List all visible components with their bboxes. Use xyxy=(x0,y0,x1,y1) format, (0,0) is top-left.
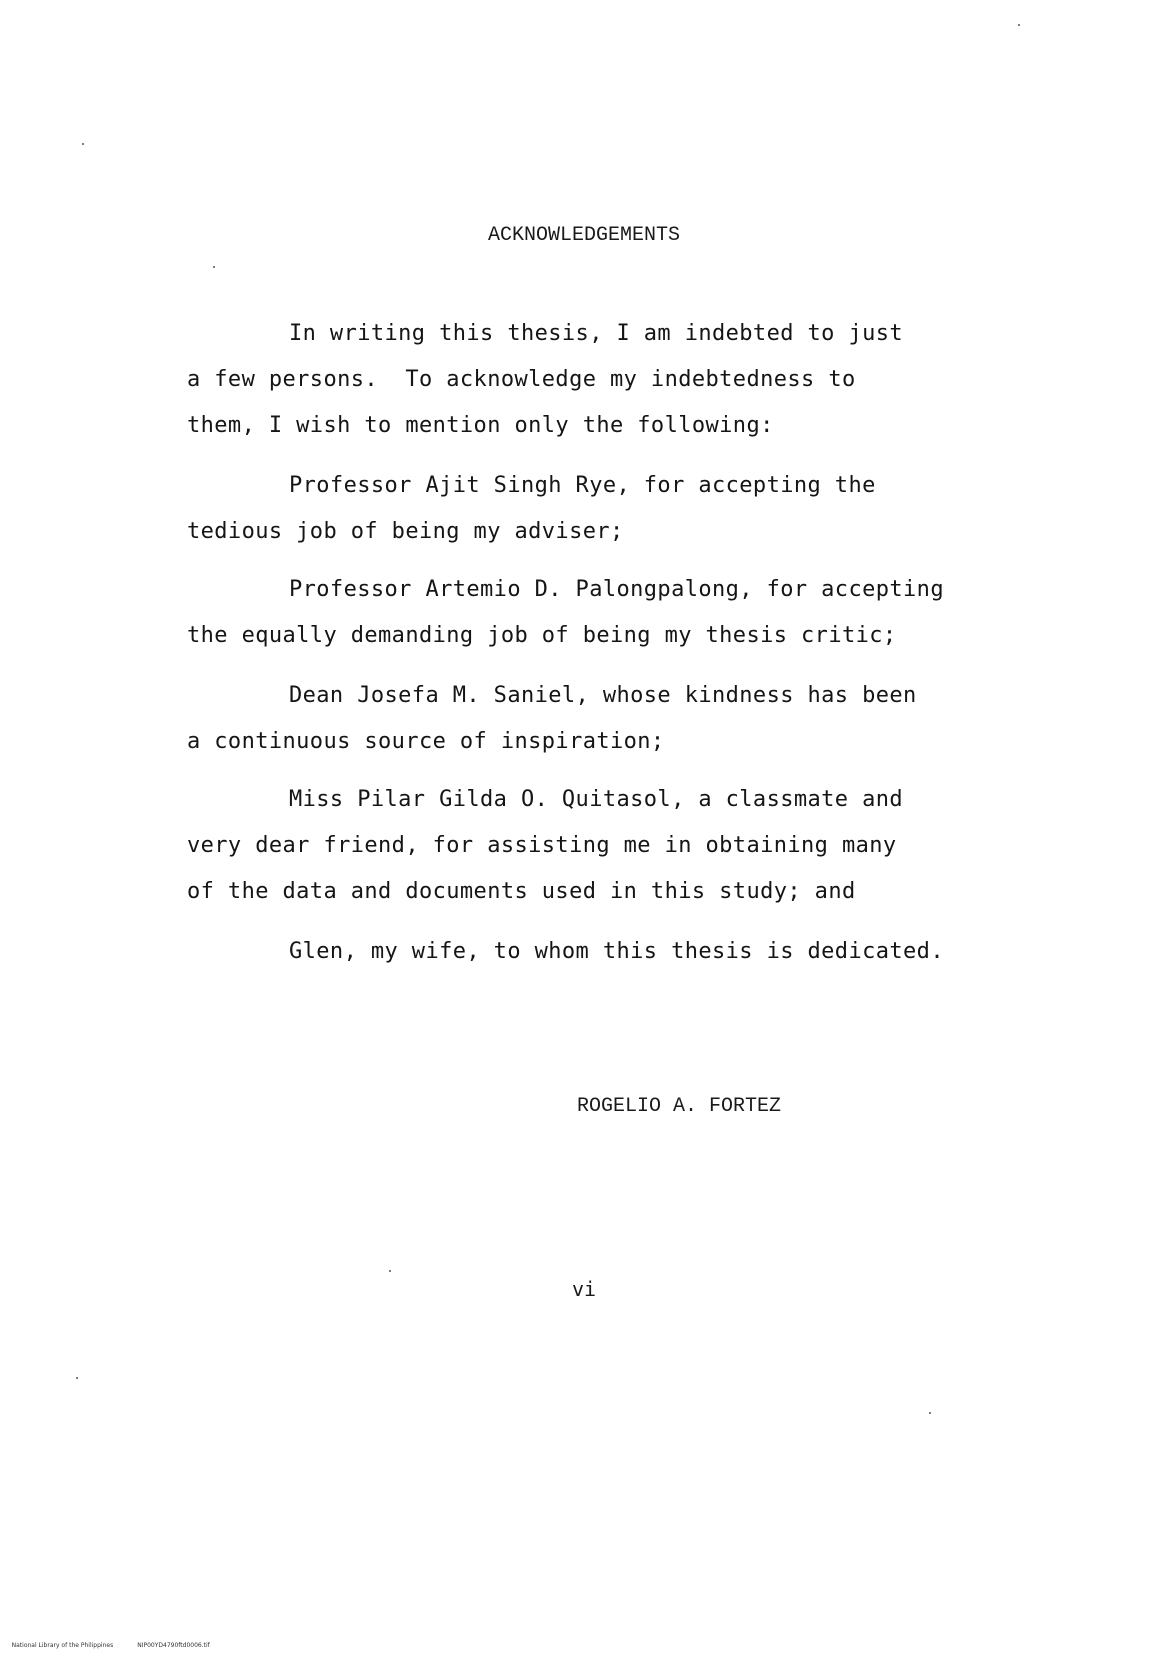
paragraph-line: Dean Josefa M. Saniel, whose kindness has been xyxy=(289,683,917,708)
page-number: vi xyxy=(571,1277,597,1301)
paragraph-line: of the data and documents used in this study; and xyxy=(187,879,856,904)
paragraph-line: Professor Ajit Singh Rye, for accepting the xyxy=(289,473,876,498)
paragraph-line: Miss Pilar Gilda O. Quitasol, a classmate and xyxy=(289,787,904,812)
page-title: ACKNOWLEDGEMENTS xyxy=(487,224,681,247)
signature-name: ROGELIO A. FORTEZ xyxy=(577,1095,782,1118)
scan-speck xyxy=(929,1412,931,1414)
paragraph-line: the equally demanding job of being my thesis critic; xyxy=(187,623,897,648)
scan-speck xyxy=(1018,24,1020,26)
paragraph-line: Glen, my wife, to whom this thesis is dedicated. xyxy=(289,939,944,964)
scan-speck xyxy=(213,266,215,268)
scan-speck xyxy=(389,1270,391,1272)
file-code: NIP00YD4790ftd0006.tif xyxy=(137,1642,210,1649)
paragraph-line: Professor Artemio D. Palongpalong, for accepting xyxy=(289,577,944,602)
paragraph-line: a continuous source of inspiration; xyxy=(187,729,665,754)
paragraph-line: very dear friend, for assisting me in obtaining many xyxy=(187,833,897,858)
scan-speck xyxy=(76,1377,78,1379)
paragraph-line: a few persons. To acknowledge my indebtedness to xyxy=(187,367,856,392)
paragraph-line: them, I wish to mention only the following: xyxy=(187,413,774,438)
scan-footer xyxy=(4,1635,210,1656)
library-credit: National Library of the Philippines xyxy=(11,1642,114,1649)
paragraph-line: In writing this thesis, I am indebted to just xyxy=(289,321,904,346)
scan-speck xyxy=(82,143,84,145)
paragraph-line: tedious job of being my adviser; xyxy=(187,519,624,544)
